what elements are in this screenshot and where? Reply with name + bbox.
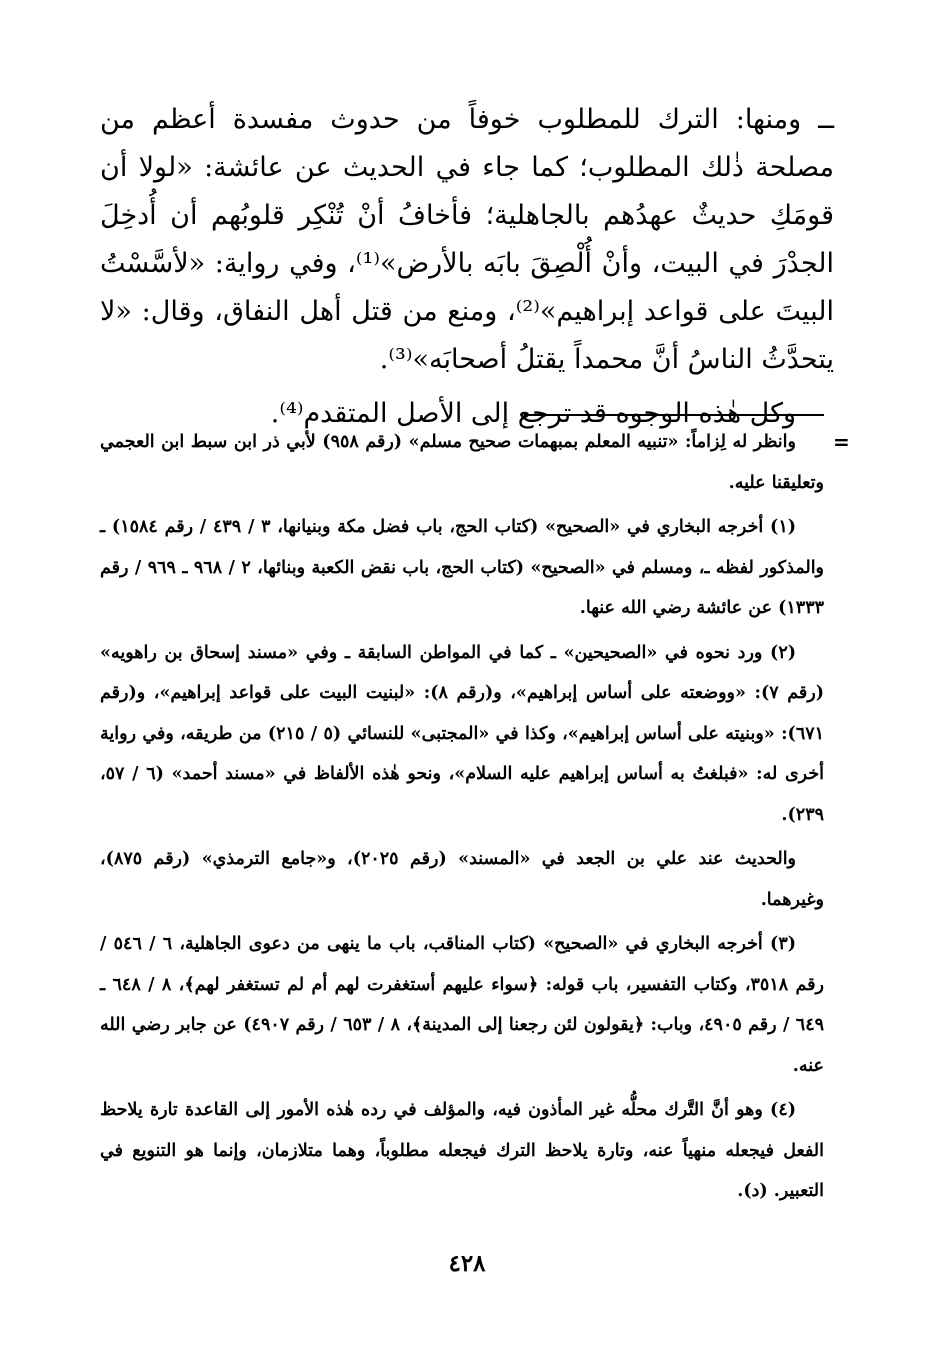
footnote-4: (٤) وهو أنَّ التَّرك محلُّه غير المأذون فيه، والمؤلف في رده هٰذه الأمور إلى القاعدة تارة يلاحظ الفعل فيجعله منهياً عنه، وتارة يلاحظ الترك فيجعله مطلوباً، وهما متلازمان، وإنما هو التنويع في التعبير. (د).: [100, 1100, 824, 1201]
page-number: ٤٢٨: [448, 1250, 486, 1277]
footnotes: [100, 422, 824, 1216]
footnote-divider: [524, 414, 824, 416]
footnote-3: (٣) أخرجه البخاري في «الصحيح» (كتاب المناقب، باب ما ينهى من دعوى الجاهلية، ٦ / ٥٤٦ / رقم ٣٥١٨، وكتاب التفسير، باب قوله: ﴿سواء عليهم أستغفرت لهم أم لم تستغفر لهم﴾، ٨ / ٦٤٨ ـ ٦٤٩ / رقم ٤٩٠٥، وباب: ﴿يقولون لئن رجعنا إلى المدينة﴾، ٨ / ٦٥٣ / رقم ٤٩٠٧) عن جابر رضي الله عنه.: [100, 934, 824, 1076]
footnote-2: (٢) ورد نحوه في «الصحيحين» ـ كما في المواطن السابقة ـ وفي «مسند إسحاق بن راهويه» (رقم ٧): «ووضعته على أساس إبراهيم»، و(رقم ٨): «لبنيت البيت على قواعد إبراهيم»، و(رقم ٦٧١): «وبنيته على أساس إبراهيم»، وكذا في «المجتبى» للنسائي (٥ / ٢١٥) من طريقه، وفي رواية أخرى له: «فبلغتُ به أساس إبراهيم عليه السلام»، ونحو هٰذه الألفاظ في «مسند أحمد» (٦ / ٥٧، ٢٣٩).: [100, 642, 825, 825]
footnote-continuation-mark: =: [833, 430, 850, 454]
main-paragraph: ــ ومنها: الترك للمطلوب خوفاً من حدوث مفسدة أعظم من مصلحة ذٰلك المطلوب؛ كما جاء في الحديث عن عائشة: «لولا أن قومَكِ حديثٌ عهدُهم بالجاهلية؛ فأخافُ أنْ تُنْكِر قلوبُهم أن أُدخِلَ الجدْرَ في البيت، وأنْ أُلْصِقَ بابَه بالأرض»⁽¹⁾، وفي رواية: «لأسَّسْتُ البيتَ على قواعد إبراهيم»⁽²⁾، ومنع من قتل أهل النفاق، وقال: «لا يتحدَّثُ الناسُ أنَّ محمداً يقتلُ أصحابَه»⁽³⁾.: [100, 104, 835, 375]
footnote-1: (١) أخرجه البخاري في «الصحيح» (كتاب الحج، باب فضل مكة وبنيانها، ٣ / ٤٣٩ / رقم ١٥٨٤) ـ والمذكور لفظه ـ، ومسلم في «الصحيح» (كتاب الحج، باب نقض الكعبة وبنائها، ٢ / ٩٦٨ ـ ٩٦٩ / رقم ١٣٣٣) عن عائشة رضي الله عنها.: [100, 517, 825, 618]
footnote-continuation: وانظر له لِزاماً: «تنبيه المعلم بمبهمات صحيح مسلم» (رقم ٩٥٨) لأبي ذر ابن سبط ابن العجمي وتعليقنا عليه.: [100, 432, 824, 493]
footnote-2-continued: والحديث عند علي بن الجعد في «المسند» (رقم ٢٠٢٥)، و«جامع الترمذي» (رقم ٨٧٥)، وغيرهما.: [100, 849, 824, 910]
main-conclusion: وكل هٰذه الوجوه قد ترجع إلى الأصل المتقدم⁽⁴⁾.: [270, 398, 796, 429]
main-text: [100, 96, 834, 438]
